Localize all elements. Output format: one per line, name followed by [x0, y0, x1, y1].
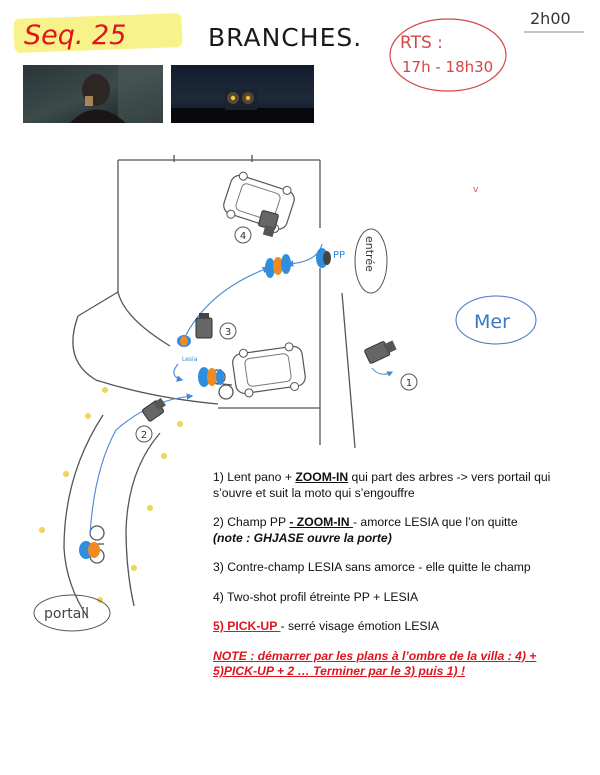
curved-drive — [64, 292, 218, 618]
svg-text:4: 4 — [239, 231, 247, 242]
camera-number-1 — [401, 374, 417, 390]
svg-text:3: 3 — [224, 327, 232, 338]
schedule-line-1: RTS : — [400, 33, 443, 53]
entree-label: entrée — [363, 236, 376, 272]
scene-title: BRANCHES. — [208, 23, 363, 52]
schedule-line-2: 17h - 18h30 — [402, 58, 494, 76]
actor-pp-entrance — [316, 248, 331, 268]
camera-number-2 — [136, 426, 152, 442]
mer-label-group — [456, 296, 536, 344]
seq-label: Seq. 25 — [24, 20, 127, 51]
portail-label: portail — [44, 606, 90, 622]
camera-1 — [364, 340, 397, 374]
villa-exterior-night-still — [171, 65, 314, 123]
note-4: 4) Two-shot profil étreinte PP + LESIA — [213, 589, 419, 604]
camera-4 — [258, 210, 279, 237]
svg-text:2: 2 — [140, 430, 148, 441]
actor-pair-middle — [265, 254, 291, 278]
portail-label-group — [34, 595, 110, 631]
lesia-label: Lesia — [182, 356, 198, 363]
note-2: 2) Champ PP - ZOOM-IN - amorce LESIA que l’on quitte (note : GHJASE ouvre la porte) — [213, 515, 518, 545]
night-interior-still — [23, 65, 163, 123]
actor-pp-gate — [79, 541, 100, 559]
actor-pp-car — [198, 367, 224, 387]
pp-label: PP — [333, 250, 346, 261]
stray-mark: v — [473, 185, 479, 195]
entree-label-group — [355, 229, 387, 293]
camera-2 — [142, 398, 166, 422]
garden-lamps — [39, 387, 182, 602]
camera-number-3 — [220, 323, 236, 339]
duration-label: 2h00 — [530, 9, 571, 28]
final-note: NOTE : démarrer par les plans à l’ombre de la villa : 4) + 5)PICK-UP + 2 … Terminer par le 3) puis 1) ! — [213, 648, 537, 678]
actor-lesia-3 — [177, 335, 191, 347]
note-5: 5) PICK-UP - serré visage émotion LESIA — [213, 619, 440, 633]
car-bottom — [231, 341, 307, 398]
note-1: 1) Lent pano + ZOOM-IN qui part des arbres -> vers portail qui s’ouvre et suit la moto qui s’engouffre — [213, 470, 551, 500]
svg-text:1: 1 — [405, 378, 413, 389]
camera-number-4 — [235, 227, 251, 243]
schedule-circle — [390, 19, 506, 91]
note-3: 3) Contre-champ LESIA sans amorce - elle quitte le champ — [213, 560, 531, 574]
mer-label: Mer — [474, 311, 510, 333]
shot-notes — [213, 470, 573, 694]
